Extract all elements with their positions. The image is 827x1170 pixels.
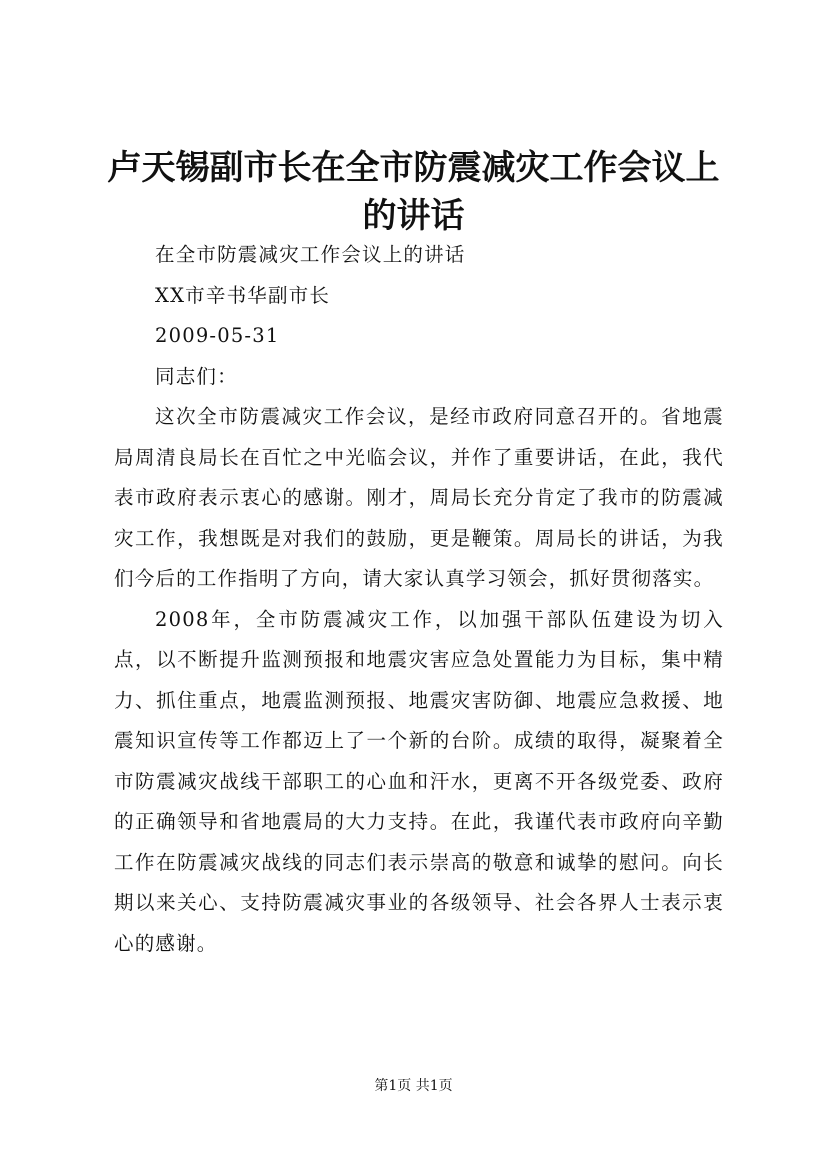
- subtitle: 在全市防震减灾工作会议上的讲话: [155, 243, 466, 266]
- greeting: 同志们：: [155, 364, 238, 388]
- paragraph-2: 2008年，全市防震减灾工作，以加强干部队伍建设为切入点，以不断提升监测预报和地震灾害应急处置能力为目标，集中精力、抓住重点，地震监测预报、地震灾害防御、地震应急救援、地震知识宣传等工作都迈上了一个新的台阶。成绩的取得，凝聚着全市防震减灾战线干部职工的心血和汗水，更离不开各级党委、政府的正确领导和省地震局的大力支持。在此，我谨代表市政府向辛勤工作在防震减灾战线的同志们表示崇高的敬意和诚挚的慰问。向长期以来关心、支持防震减灾事业的各级领导、社会各界人士表示衷心的感谢。: [114, 607, 724, 955]
- document-body: [114, 235, 724, 964]
- speaker-line: XX市辛书华副市长: [155, 283, 331, 307]
- date-line: 2009-05-31: [155, 324, 280, 347]
- page-footer: 第1页 共1页: [374, 1078, 453, 1094]
- paragraph-1: 这次全市防震减灾工作会议，是经市政府同意召开的。省地震局周清良局长在百忙之中光临会议，并作了重要讲话，在此，我代表市政府表示衷心的感谢。刚才，周局长充分肯定了我市的防震减灾工作，我想既是对我们的鼓励，更是鞭策。周局长的讲话，为我们今后的工作指明了方向，请大家认真学习领会，抓好贯彻落实。: [114, 405, 724, 590]
- document-title: 卢天锡副市长在全市防震减灾工作会议上的讲话: [107, 148, 720, 236]
